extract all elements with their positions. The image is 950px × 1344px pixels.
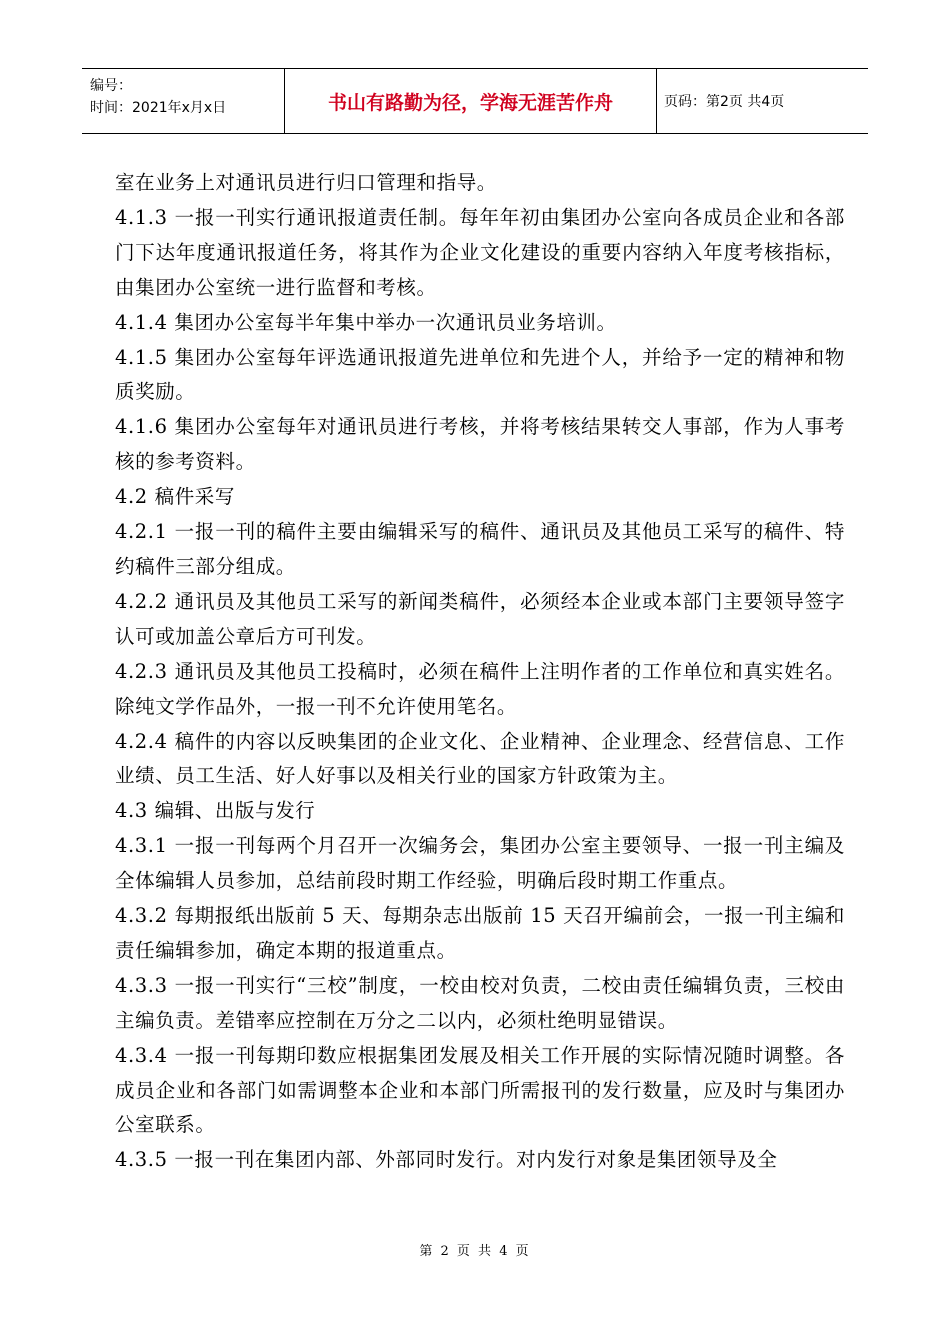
paragraph: 4.2.3 通讯员及其他员工投稿时，必须在稿件上注明作者的工作单位和真实姓名。除纯文学作品外，一报一刊不允许使用笔名。 bbox=[115, 659, 845, 718]
paragraph: 4.1.4 集团办公室每半年集中举办一次通讯员业务培训。 bbox=[115, 310, 617, 334]
paragraph: 4.2.4 稿件的内容以反映集团的企业文化、企业精神、企业理念、经营信息、工作业绩、员工生活、好人好事以及相关行业的国家方针政策为主。 bbox=[115, 729, 845, 788]
paragraph: 4.2.1 一报一刊的稿件主要由编辑采写的稿件、通讯员及其他员工采写的稿件、特约稿件三部分组成。 bbox=[115, 520, 845, 578]
section-heading: 4.3 编辑、出版与发行 bbox=[115, 799, 316, 823]
paragraph: 4.3.5 一报一刊在集团内部、外部同时发行。对内发行对象是集团领导及全 bbox=[115, 1148, 778, 1172]
paragraph: 4.1.6 集团办公室每年对通讯员进行考核，并将考核结果转交人事部，作为人事考核的参考资料。 bbox=[115, 415, 845, 474]
page-header bbox=[82, 68, 868, 134]
header-motto: 书山有路勤为径，学海无涯苦作舟 bbox=[284, 69, 657, 133]
paragraph: 室在业务上对通讯员进行归口管理和指导。 bbox=[115, 171, 497, 194]
paragraph: 4.3.1 一报一刊每两个月召开一次编务会，集团办公室主要领导、一报一刊主编及全体编辑人员参加，总结前段时期工作经验，明确后段时期工作重点。 bbox=[115, 834, 845, 893]
paragraph: 4.1.5 集团办公室每年评选通讯报道先进单位和先进个人，并给予一定的精神和物质奖励。 bbox=[115, 345, 845, 404]
paragraph: 4.2.2 通讯员及其他员工采写的新闻类稿件，必须经本企业或本部门主要领导签字认可或加盖公章后方可刊发。 bbox=[115, 589, 845, 648]
paragraph: 4.1.3 一报一刊实行通讯报道责任制。每年年初由集团办公室向各成员企业和各部门下达年度通讯报道任务，将其作为企业文化建设的重要内容纳入年度考核指标，由集团办公室统一进行监督和考核。 bbox=[115, 205, 845, 299]
paragraph: 4.3.2 每期报纸出版前 5 天、每期杂志出版前 15 天召开编前会，一报一刊主编和责任编辑参加，确定本期的报道重点。 bbox=[115, 904, 845, 962]
header-meta bbox=[82, 69, 284, 133]
paragraph: 4.3.4 一报一刊每期印数应根据集团发展及相关工作开展的实际情况随时调整。各成员企业和各部门如需调整本企业和本部门所需报刊的发行数量，应及时与集团办公室联系。 bbox=[115, 1043, 845, 1137]
document-date-label: 时间：2021年x月x日 bbox=[90, 100, 227, 116]
page-footer: 第 2 页 共 4 页 bbox=[419, 1244, 531, 1259]
document-number-label: 编号： bbox=[90, 78, 132, 94]
section-heading: 4.2 稿件采写 bbox=[115, 485, 236, 509]
document-body bbox=[115, 166, 845, 1178]
header-page-number: 页码：第2页 共4页 bbox=[664, 94, 785, 110]
paragraph: 4.3.3 一报一刊实行“三校”制度，一校由校对负责，二校由责任编辑负责，三校由主编负责。差错率应控制在万分之二以内，必须杜绝明显错误。 bbox=[115, 973, 845, 1032]
